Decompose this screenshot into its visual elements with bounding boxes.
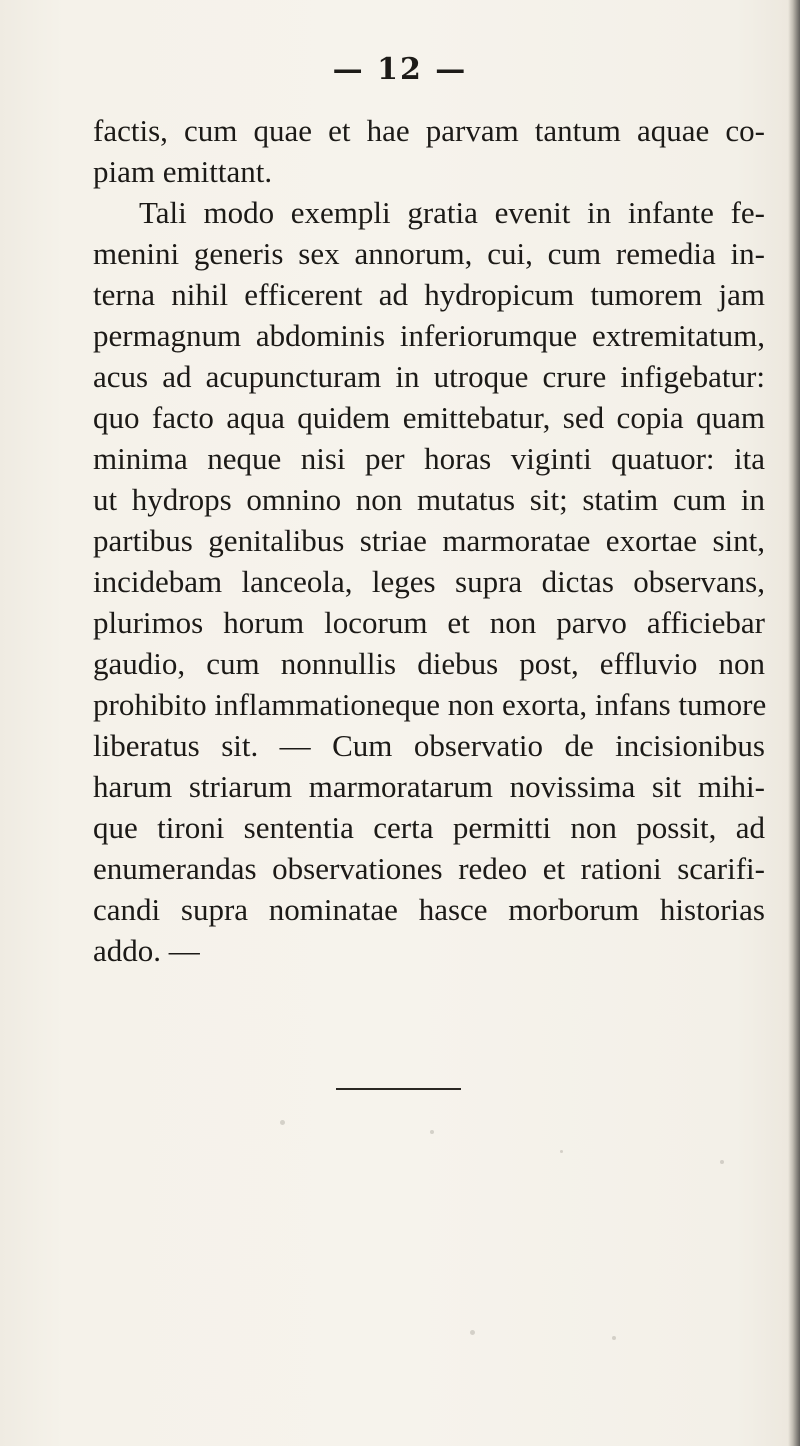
page-edge-shadow [788, 0, 800, 1446]
text-line: plurimos horum locorum et non parvo afficiebar [93, 605, 765, 640]
text-line: acus ad acupuncturam in utroque crure infigebatur: [93, 359, 765, 394]
body-text [93, 110, 765, 971]
text-line: piam emittant. [93, 154, 273, 189]
text-line: enumerandas observationes redeo et rationi scarifi- [93, 851, 765, 886]
paper-speck [720, 1160, 724, 1164]
text-line: que tironi sententia certa permitti non possit, ad [93, 810, 765, 845]
paper-speck [560, 1150, 563, 1153]
section-divider [336, 1088, 461, 1090]
paper-speck [470, 1330, 475, 1335]
text-line: quo facto aqua quidem emittebatur, sed copia quam [93, 400, 765, 435]
text-line: Tali modo exempli gratia evenit in infante fe- [139, 195, 765, 230]
paper-speck [280, 1120, 285, 1125]
text-line: partibus genitalibus striae marmoratae exortae sint, [93, 523, 765, 558]
text-line: terna nihil efficerent ad hydropicum tumorem jam [93, 277, 765, 312]
text-line: gaudio, cum nonnullis diebus post, effluvio non [93, 646, 765, 681]
text-line: addo. — [93, 933, 200, 968]
text-line: minima neque nisi per horas viginti quatuor: ita [93, 441, 765, 476]
page-number: — 12 — [332, 52, 468, 87]
text-line: prohibito inflammationeque non exorta, infans tumore [93, 687, 767, 722]
text-line: permagnum abdominis inferiorumque extremitatum, [93, 318, 765, 353]
text-line: ut hydrops omnino non mutatus sit; statim cum in [93, 482, 765, 517]
text-line: liberatus sit. — Cum observatio de incisionibus [93, 728, 765, 763]
text-line: factis, cum quae et hae parvam tantum aquae co- [93, 113, 765, 148]
text-line: harum striarum marmoratarum novissima sit mihi- [93, 769, 765, 804]
text-line: menini generis sex annorum, cui, cum remedia in- [93, 236, 765, 271]
text-line: candi supra nominatae hasce morborum historias [93, 892, 765, 927]
paper-speck [612, 1336, 616, 1340]
paper-speck [430, 1130, 434, 1134]
text-line: incidebam lanceola, leges supra dictas observans, [93, 564, 765, 599]
